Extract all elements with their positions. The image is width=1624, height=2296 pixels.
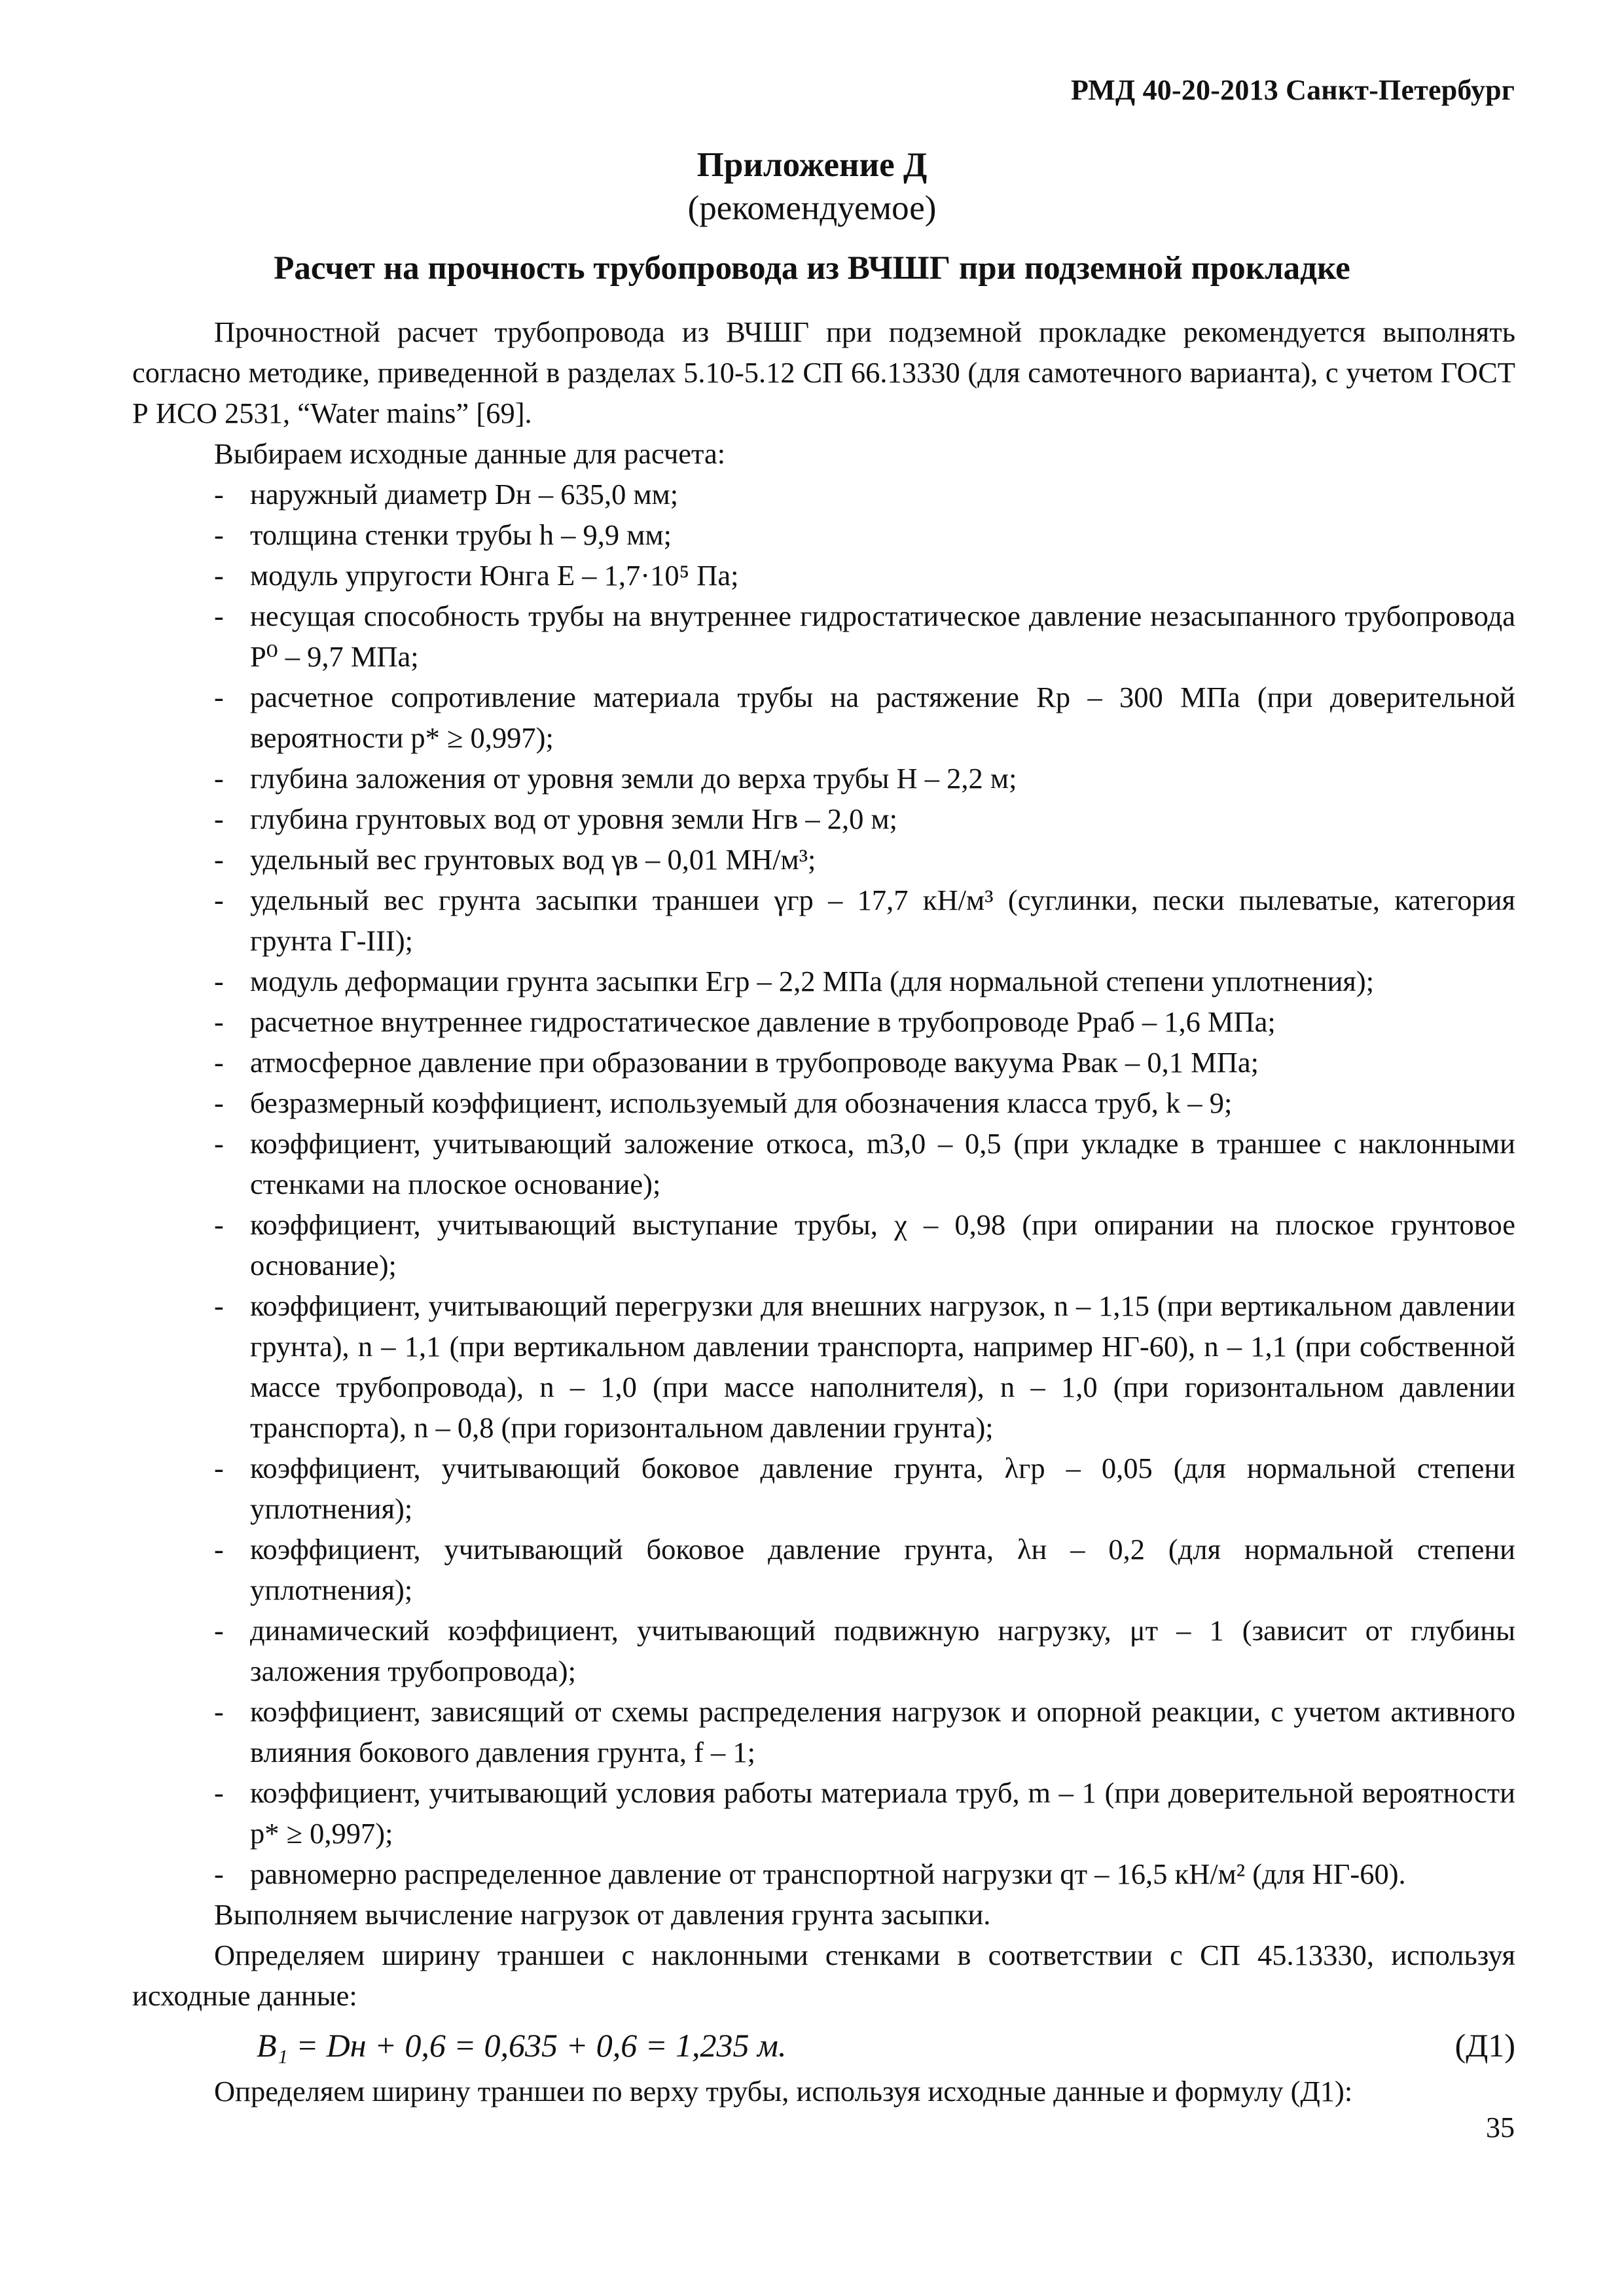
list-item: - коэффициент, учитывающий боковое давление грунта, λгр – 0,05 (для нормальной степени уплотнения); (132, 1448, 1515, 1529)
dash-marker: - (214, 681, 224, 713)
dash-marker: - (214, 1776, 224, 1809)
list-item: - удельный вес грунтовых вод γв – 0,01 МН/м³; (132, 839, 1515, 880)
dash-marker: - (214, 1289, 224, 1322)
list-item: - модуль деформации грунта засыпки Eгр – 2,2 МПа (для нормальной степени уплотнения); (132, 961, 1515, 1001)
trench-top-line: Определяем ширину траншеи по верху трубы, используя исходные данные и формулу (Д1): (214, 2075, 1353, 2108)
dash-marker: - (214, 1452, 224, 1484)
calc-loads-line: Выполняем вычисление нагрузок от давления грунта засыпки. (214, 1898, 991, 1931)
dash-marker: - (214, 1208, 224, 1241)
formula-number: (Д1) (1454, 2027, 1515, 2064)
document-body (132, 312, 1515, 2111)
dash-marker: - (214, 1614, 224, 1647)
dash-marker: - (214, 1857, 224, 1890)
section-title: Расчет на прочность трубопровода из ВЧШГ при подземной прокладке (274, 250, 1350, 287)
list-item: - несущая способность трубы на внутреннее гидростатическое давление незасыпанного трубопровода P⁰ – 9,7 МПа; (132, 596, 1515, 677)
select-data-line: Выбираем исходные данные для расчета: (214, 437, 726, 470)
formula-expression: B₁ = Dн + 0,6 = 0,635 + 0,6 = 1,235 м. (257, 2027, 787, 2064)
dash-marker: - (214, 518, 224, 551)
list-item: - расчетное внутреннее гидростатическое давление в трубопроводе Pраб – 1,6 МПа; (132, 1001, 1515, 1042)
dash-marker: - (214, 884, 224, 916)
dash-marker: - (214, 762, 224, 795)
list-item: - толщина стенки трубы h – 9,9 мм; (132, 514, 1515, 555)
list-item: - коэффициент, учитывающий боковое давление грунта, λн – 0,2 (для нормальной степени уплотнения); (132, 1529, 1515, 1610)
dash-marker: - (214, 478, 224, 511)
dash-marker: - (214, 1005, 224, 1038)
dash-marker: - (214, 802, 224, 835)
intro-paragraph: Прочностной расчет трубопровода из ВЧШГ при подземной прокладке рекомендуется выполнять согласно методике, приведенной в разделах 5.10-5.12 СП 66.13330 (для самотечного варианта), с учетом ГОСТ Р ИСО 2531, “Water mains” [69]. (132, 315, 1515, 429)
dash-marker: - (214, 1046, 224, 1079)
list-item: - удельный вес грунта засыпки траншеи γгр – 17,7 кН/м³ (суглинки, пески пылеватые, категория грунта Г-III); (132, 880, 1515, 961)
list-item: - коэффициент, учитывающий заложение откоса, m3,0 – 0,5 (при укладке в траншее с наклонными стенками на плоское основание); (132, 1123, 1515, 1204)
dash-marker: - (214, 843, 224, 876)
dash-marker: - (214, 1127, 224, 1160)
appendix-title: Приложение Д (696, 146, 928, 184)
dash-marker: - (214, 600, 224, 632)
dash-marker: - (214, 1533, 224, 1566)
trench-width-paragraph: Определяем ширину траншеи с наклонными стенками в соответствии с СП 45.13330, используя исходные данные: (132, 1939, 1515, 2012)
list-item: - коэффициент, учитывающий выступание трубы, χ – 0,98 (при опирании на плоское грунтовое основание); (132, 1204, 1515, 1285)
dash-marker: - (214, 1086, 224, 1119)
list-item: - коэффициент, учитывающий перегрузки для внешних нагрузок, n – 1,15 (при вертикальном давлении грунта), n – 1,1 (при вертикальном давлении транспорта, например НГ-60), n – 1,1 (при собственной массе трубопровода), n – 1,0 (при массе наполнителя), n – 1,0 (при горизонтальном давлении транспорта), n – 0,8 (при горизонтальном давлении грунта); (132, 1285, 1515, 1448)
list-item: - динамический коэффициент, учитывающий подвижную нагрузку, μт – 1 (зависит от глубины заложения трубопровода); (132, 1610, 1515, 1691)
list-item: - глубина грунтовых вод от уровня земли Hгв – 2,0 м; (132, 798, 1515, 839)
document-id-header: РМД 40-20-2013 Санкт-Петербург (1070, 74, 1515, 106)
list-item: - глубина заложения от уровня земли до верха трубы H – 2,2 м; (132, 758, 1515, 798)
dash-marker: - (214, 559, 224, 592)
appendix-subtitle: (рекомендуемое) (687, 189, 937, 227)
list-item: - наружный диаметр Dн – 635,0 мм; (132, 474, 1515, 514)
list-item: - атмосферное давление при образовании в трубопроводе вакуума Pвак – 0,1 МПа; (132, 1042, 1515, 1083)
input-data-list (132, 474, 1515, 1894)
dash-marker: - (214, 1695, 224, 1728)
list-item: - расчетное сопротивление материала трубы на растяжение Rр – 300 МПа (при доверительной вероятности p* ≥ 0,997); (132, 677, 1515, 758)
page-number: 35 (1486, 2111, 1515, 2144)
list-item: - равномерно распределенное давление от транспортной нагрузки qт – 16,5 кН/м² (для НГ-60). (132, 1854, 1515, 1894)
dash-marker: - (214, 965, 224, 997)
list-item: - коэффициент, учитывающий условия работы материала труб, m – 1 (при доверительной вероятности p* ≥ 0,997); (132, 1772, 1515, 1854)
formula-d1 (132, 2021, 1515, 2071)
list-item: - безразмерный коэффициент, используемый для обозначения класса труб, k – 9; (132, 1083, 1515, 1123)
list-item: - коэффициент, зависящий от схемы распределения нагрузок и опорной реакции, с учетом активного влияния бокового давления грунта, f – 1; (132, 1691, 1515, 1772)
list-item: - модуль упругости Юнга E – 1,7·10⁵ Па; (132, 555, 1515, 596)
